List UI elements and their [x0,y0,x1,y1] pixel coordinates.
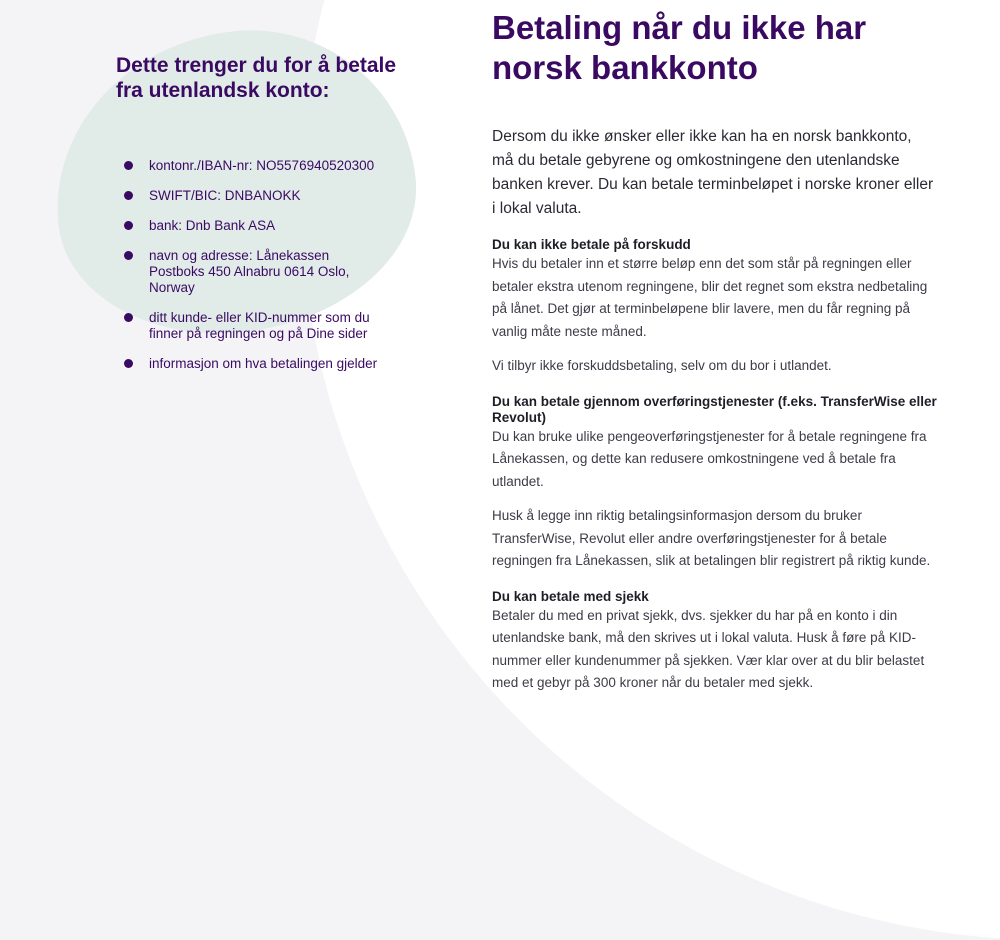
list-item [149,188,379,204]
section-paragraph: Vi tilbyr ikke forskuddsbetaling, selv om du bor i utlandet. [492,358,832,373]
list-item [149,158,379,174]
section-cheque [492,589,937,695]
page-title-line: Betaling når du ikke har [492,9,867,46]
bullet-icon [124,161,133,170]
list-item-text: ditt kunde- eller KID-nummer som du finner på regningen og på Dine sider [149,310,370,341]
bullet-icon [124,359,133,368]
payment-info-list [149,158,379,372]
section-prepayment [492,237,937,378]
list-item [149,248,379,296]
page-title [492,8,937,88]
page-title-line: norsk bankkonto [492,49,758,86]
list-item-text: SWIFT/BIC: DNBANOKK [149,188,301,203]
section-transfer-services [492,394,937,573]
main-content [492,8,937,695]
bullet-icon [124,313,133,322]
section-paragraph: Husk å legge inn riktig betalingsinformasjon dersom du bruker TransferWise, Revolut eller andre overføringstjenester for å betale regningen fra Lånekassen, slik at betalingen blir registrert på riktig kunde. [492,508,931,568]
section-paragraph: Betaler du med en privat sjekk, dvs. sjekker du har på en konto i din utenlandske bank, må den skrives ut i lokal valuta. Husk å føre på KID-nummer eller kundenummer på sjekken. Vær klar over at du blir belastet med et gebyr på 300 kroner når du betaler med sjekk. [492,607,925,690]
list-item-text: informasjon om hva betalingen gjelder [149,356,378,371]
section-heading: Du kan ikke betale på forskudd [492,237,691,252]
bullet-icon [124,251,133,260]
lead-paragraph: Dersom du ikke ønsker eller ikke kan ha en norsk bankkonto, må du betale gebyrene og omkostningene den utenlandske banken krever. Du kan betale terminbeløpet i norske kroner eller i lokal valuta. [492,128,934,217]
list-item-text: kontonr./IBAN-nr: NO5576940520300 [149,158,375,173]
section-heading: Du kan betale med sjekk [492,588,649,604]
list-item [149,218,379,234]
list-item [149,356,379,372]
section-heading: Du kan betale gjennom overføringstjenester (f.eks. TransferWise eller Revolut) [492,393,937,425]
list-item-text: bank: Dnb Bank ASA [149,218,276,233]
payment-info-panel [116,53,406,386]
section-paragraph: Du kan bruke ulike pengeoverføringstjenester for å betale regningene fra Lånekassen, og dette kan redusere omkostningene ved å betale fra utlandet. [492,428,927,489]
list-item [149,310,379,342]
section-paragraph: Hvis du betaler inn et større beløp enn det som står på regningen eller betaler ekstra utenom regningene, blir det regnet som ekstra nedbetaling på lånet. Det gjør at terminbeløpene blir lavere, men du får regning på vanlig måte neste måned. [492,256,928,339]
bullet-icon [124,191,133,200]
bullet-icon [124,221,133,230]
payment-info-heading: Dette trenger du for å betale fra utenlandsk konto: [116,54,397,102]
list-item-text: navn og adresse: Lånekassen Postboks 450 Alnabru 0614 Oslo, Norway [149,248,350,295]
